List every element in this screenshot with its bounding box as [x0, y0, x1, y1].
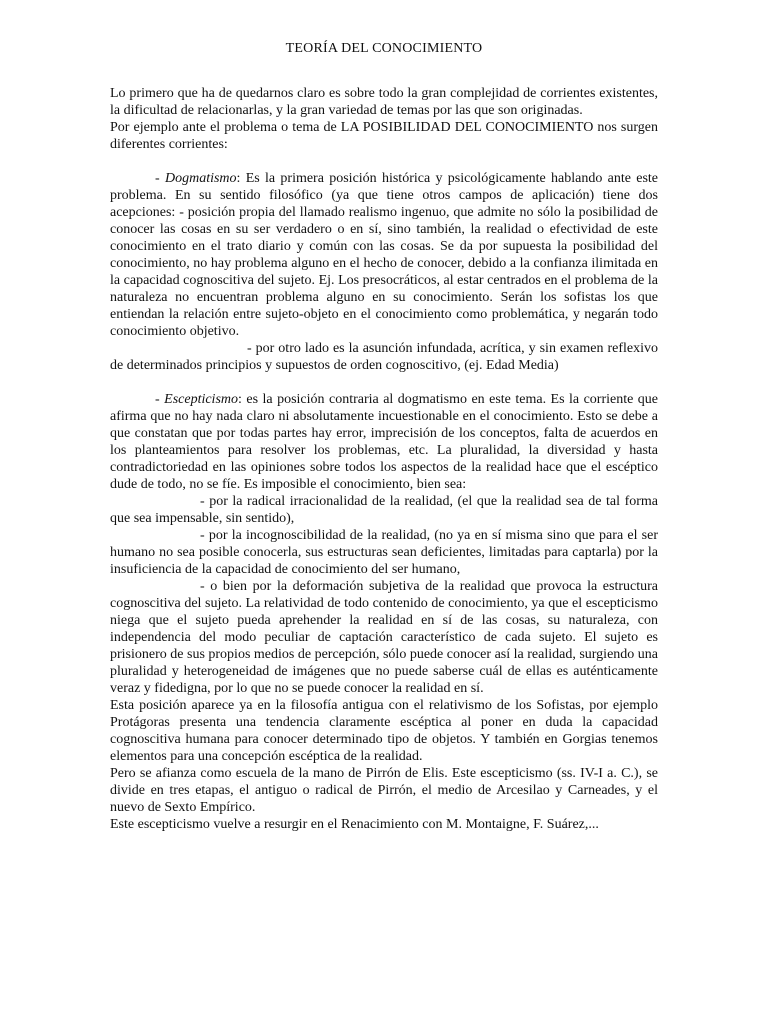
term-dogmatismo: Dogmatismo: [164, 171, 237, 186]
document-page: [110, 40, 658, 833]
bullet-prefix: -: [155, 392, 165, 407]
bullet-prefix: -: [155, 171, 165, 186]
intro-paragraph-2: Por ejemplo ante el problema o tema de LA POSIBILIDAD DEL CONOCIMIENTO nos surgen diferentes corrientes:: [110, 120, 658, 152]
spacer: [110, 374, 658, 391]
escepticismo-item: - por la incognoscibilidad de la realidad, (no ya en sí misma sino que para el ser humano no sea posible conocerla, sus estructuras sean deficientes, limitadas para captarla) por la insuficiencia de la capacidad de conocimiento del ser humano,: [110, 528, 658, 577]
escepticismo-text: : es la posición contraria al dogmatismo en este tema. Es la corriente que afirma que no hay nada claro ni absolutamente incuestionable en el conocimiento. Esto se debe a que constatan que por todas partes hay error, imprecisión de los conceptos, falta de acuerdos en los planteamientos para resolver los problemas, etc. La pluralidad, la diversidad y hasta contradictoriedad en las opiniones sobre todos los aspectos de la realidad hace que el escéptico dude de todo, no se fíe. Es imposible el conocimiento, bien sea:: [110, 392, 658, 492]
history-paragraph: Pero se afianza como escuela de la mano de Pirrón de Elis. Este escepticismo (ss. IV-I a. C.), se divide en tres etapas, el antiguo o radical de Pirrón, el medio de Arcesilao y Carneades, y el nuevo de Sexto Empírico.: [110, 766, 658, 815]
term-escepticismo: Escepticismo: [164, 392, 239, 407]
history-paragraph: Este escepticismo vuelve a resurgir en el Renacimiento con M. Montaigne, F. Suárez,...: [110, 817, 599, 832]
history-paragraph: Esta posición aparece ya en la filosofía antigua con el relativismo de los Sofistas, por ejemplo Protágoras presenta una tendencia claramente escéptica al poner en duda la capacidad cognoscitiva humana para conocer determinado tipo de objetos. Y también en Gorgias tenemos elementos para una concepción escéptica de la realidad.: [110, 698, 658, 764]
dogmatismo-text: : Es la primera posición histórica y psicológicamente hablando ante este problema. En su sentido filosófico (ya que tiene otros campos de aplicación) tiene dos acepciones: - posición propia del llamado realismo ingenuo, que admite no sólo la posibilidad de conocer las cosas en su ser verdadero o en sí, sino también, la realidad o efectividad de este conocimiento en el trato diario y común con las cosas. Se da por supuesta la posibilidad del conocimiento, no hay problema alguno en el hecho de conocer, debido a la confianza ilimitada en la capacidad cognoscitiva del sujeto. Ej. Los presocráticos, al estar centrados en el problema de la naturaleza no encuentran problema alguno en su conocimiento. Serán los sofistas los que entiendan la relación entre sujeto-objeto en el conocimiento como problemática, y negarán todo conocimiento objetivo.: [110, 171, 658, 339]
intro-paragraph: Lo primero que ha de quedarnos claro es sobre todo la gran complejidad de corrientes existentes, la dificultad de relacionarlas, y la gran variedad de temas por las que son originadas.: [110, 86, 658, 118]
document-title: TEORÍA DEL CONOCIMIENTO: [285, 41, 483, 56]
spacer: [110, 153, 658, 170]
dogmatismo-second-meaning: - por otro lado es la asunción infundada, acrítica, y sin examen reflexivo de determinados principios y supuestos de orden cognoscitivo, (ej. Edad Media): [110, 341, 658, 373]
escepticismo-item: - o bien por la deformación subjetiva de la realidad que provoca la estructura cognoscitiva del sujeto. La relatividad de todo contenido de conocimiento, ya que el escepticismo niega que el sujeto pueda aprehender la realidad en sí de las cosas, su naturaleza, con independencia del modo peculiar de captación característico de cada sujeto. El sujeto es prisionero de sus propios medios de percepción, sólo puede conocer así la realidad, surgiendo una pluralidad y heterogeneidad de imágenes que no puede saberse cuál de ellas es auténticamente veraz y fidedigna, por lo que no se puede conocer la realidad en sí.: [110, 579, 658, 696]
escepticismo-item: - por la radical irracionalidad de la realidad, (el que la realidad sea de tal forma que sea impensable, sin sentido),: [110, 494, 658, 526]
dogmatismo-paragraph: [110, 170, 658, 340]
escepticismo-paragraph: [110, 391, 658, 493]
